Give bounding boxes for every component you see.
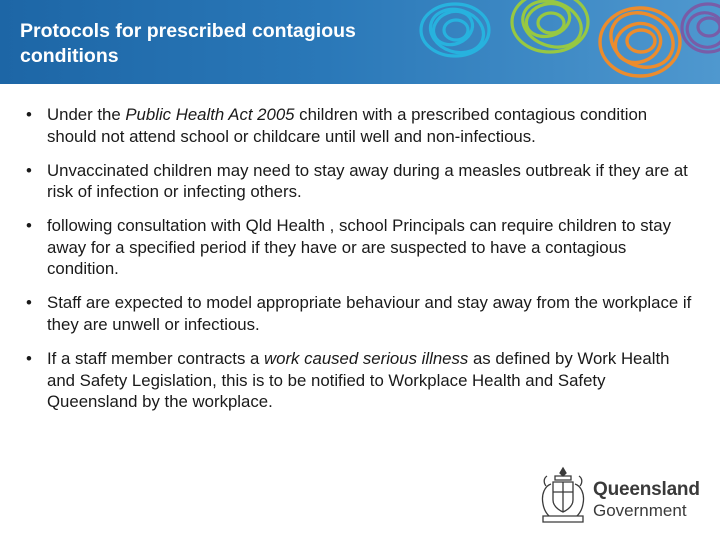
bullet-text: following consultation with Qld Health , school Principals can require children to stay away for a specified period if they have or are suspected to have a contagious condition.	[47, 216, 672, 279]
logo-government-text: Government	[593, 501, 687, 520]
bullet-text: Unvaccinated children may need to stay away during a measles outbreak if they are at risk of infection or infecting others.	[47, 160, 688, 202]
bullet-marker: •	[26, 105, 32, 124]
bullet-marker: •	[26, 160, 32, 180]
bullet-item	[26, 215, 696, 280]
bullet-marker: •	[26, 348, 32, 368]
bullet-item	[26, 160, 696, 203]
bullet-list	[26, 104, 696, 425]
bullet-item	[26, 292, 696, 335]
bullet-text: Staff are expected to model appropriate behaviour and stay away from the workplace if they are unwell or infectious.	[47, 293, 692, 334]
bullet-text: children with a prescribed contagious condition should not attend school or childcare until well and non-infectious.	[47, 105, 648, 146]
bullet-item	[26, 104, 696, 147]
decorative-swirls-icon	[390, 0, 720, 84]
italic-text: Public Health Act 2005	[125, 105, 295, 124]
bullet-item	[26, 348, 696, 413]
queensland-government-logo	[537, 462, 717, 526]
logo-queensland-text: Queensland	[593, 479, 700, 500]
bullet-marker: •	[26, 216, 32, 236]
header-banner	[0, 0, 720, 84]
bullet-text: Under the	[47, 105, 126, 124]
page-title: Protocols for prescribed contagious conditions	[20, 20, 356, 67]
italic-text: work caused serious illness	[264, 348, 469, 368]
bullet-text: If a staff member contracts a	[47, 348, 265, 368]
queensland-coat-of-arms-icon	[537, 462, 589, 526]
bullet-text: as defined by Work Health and Safety Legislation, this is to be notified to Workplace Health and Safety Queensland by the workplace.	[47, 348, 670, 412]
bullet-marker: •	[26, 293, 32, 313]
